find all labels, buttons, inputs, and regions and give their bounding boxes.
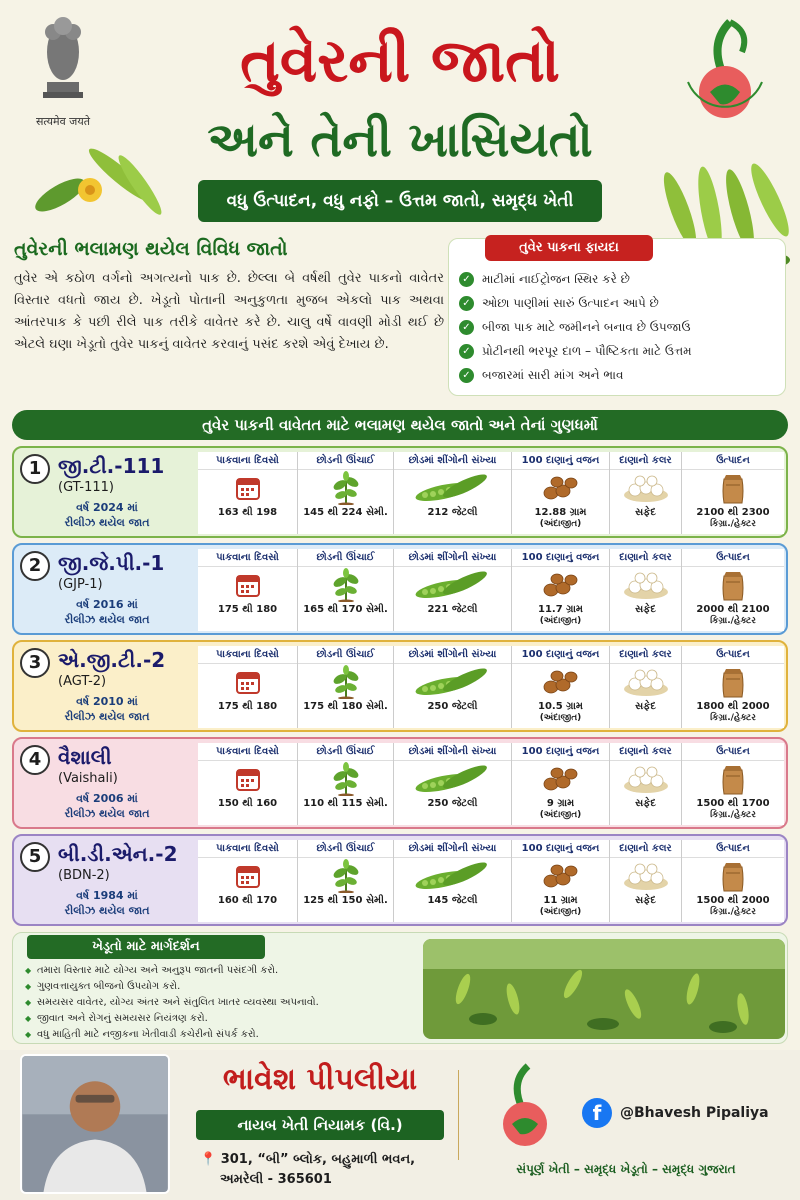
attr-yield — [682, 549, 784, 631]
benefit-item — [459, 291, 775, 315]
variety-code: (BDN-2) — [58, 868, 110, 883]
grain-sack-icon — [682, 858, 784, 894]
attr-header: પાકવાના દિવસો — [198, 646, 297, 664]
variety-number: 2 — [20, 551, 50, 581]
attr-header: છોડની ઊંચાઈ — [298, 840, 393, 858]
officer-photo — [20, 1054, 170, 1194]
variety-code: (Vaishali) — [58, 771, 118, 786]
variety-name: જી.ટી.-111 — [58, 454, 165, 478]
attr-header: છોડની ઊંચાઈ — [298, 743, 393, 761]
attr-header: ઉત્પાદન — [682, 452, 784, 470]
variety-row — [12, 446, 788, 538]
guidance-item: ◆ ગુણવત્તાયુક્ત બીજનો ઉપયોગ કરો. — [25, 979, 415, 995]
department-logo-small — [480, 1058, 570, 1178]
release-label: રીલીઝ થયેલ જાત — [64, 710, 150, 723]
release-label: રીલીઝ થયેલ જાત — [64, 516, 150, 529]
attr-header: છોડમાં શીંગોની સંખ્યા — [394, 646, 511, 664]
page-subtitle: અને તેની ખાસિયતો — [207, 112, 593, 168]
attr-weight — [512, 452, 610, 534]
release-label: રીલીઝ થયેલ જાત — [64, 807, 150, 820]
grain-sack-icon — [682, 567, 784, 603]
pods-icon — [394, 664, 511, 700]
variety-number: 4 — [20, 745, 50, 775]
attr-color — [610, 549, 682, 631]
attr-weight — [512, 743, 610, 825]
attr-note: (અંદાજીત) — [539, 519, 582, 529]
variety-name: જી.જે.પી.-1 — [58, 551, 165, 575]
attr-header: ઉત્પાદન — [682, 743, 784, 761]
attr-value: 212 જેટલી — [427, 507, 478, 518]
emblem-motto: सत्यमेव जयते — [35, 115, 90, 128]
attr-header: ઉત્પાદન — [682, 549, 784, 567]
variety-number: 5 — [20, 842, 50, 872]
varieties-section-title: તુવેર પાકની વાવેતત માટે ભલામણ થયેલ જાતો અને તેનાં ગુણધર્મો — [12, 410, 788, 440]
attr-color — [610, 840, 682, 922]
variety-code: (GT-111) — [58, 480, 115, 495]
facebook-icon: f — [582, 1098, 612, 1128]
intro-heading: તુવેરની ભલામણ થયેલ વિવિધ જાતો — [14, 238, 288, 260]
attr-note: (અંદાજીત) — [539, 907, 582, 917]
attr-color — [610, 743, 682, 825]
guidance-item: ◆ વધુ માહિતી માટે નજીકના ખેતીવાડી કચેરીનો સંપર્ક કરો. — [25, 1027, 415, 1043]
seeds-icon — [512, 470, 609, 506]
check-icon: ✓ — [459, 368, 474, 383]
crop-field-photo — [423, 939, 785, 1039]
variety-release — [32, 597, 182, 627]
variety-attributes — [198, 452, 784, 534]
grain-sack-icon — [682, 761, 784, 797]
attr-header: છોડની ઊંચાઈ — [298, 549, 393, 567]
attr-height — [298, 452, 394, 534]
seeds-icon — [512, 567, 609, 603]
attr-value: 163 થી 198 — [217, 507, 278, 518]
benefit-item — [459, 339, 775, 363]
pods-icon — [394, 858, 511, 894]
variety-name-cell — [14, 545, 194, 633]
lion-capital-icon — [33, 12, 93, 112]
variety-name-cell — [14, 739, 194, 827]
plant-icon — [298, 761, 393, 797]
plant-icon — [298, 567, 393, 603]
white-seeds-icon — [610, 470, 681, 506]
tagline-banner: વધુ ઉત્પાદન, વધુ નફો – ઉત્તમ જાતો, સમૃદ્ધ ખેતી — [198, 180, 602, 222]
attr-color — [610, 646, 682, 728]
attr-header: ઉત્પાદન — [682, 840, 784, 858]
attr-header: દાણાનો કલર — [610, 646, 681, 664]
attr-header: પાકવાના દિવસો — [198, 840, 297, 858]
seeds-icon — [512, 858, 609, 894]
attr-value: 221 જેટલી — [427, 604, 478, 615]
attr-header: 100 દાણાનું વજન — [512, 840, 609, 858]
variety-name-cell — [14, 836, 194, 924]
benefits-list — [459, 267, 775, 387]
attr-yield — [682, 646, 784, 728]
attr-height — [298, 840, 394, 922]
guidance-item: ◆ જીવાત અને રોગનું સમયસર નિયંત્રણ કરો. — [25, 1011, 415, 1027]
attr-header: પાકવાના દિવસો — [198, 549, 297, 567]
footer-tagline: સંપૂર્ણ ખેતી – સમૃદ્ધ ખેડૂતો – સમૃદ્ધ ગુજરાત — [516, 1162, 736, 1176]
attr-value: 11 ગ્રામ — [543, 895, 578, 906]
pods-icon — [394, 470, 511, 506]
attr-value: 175 થી 180 સેમી. — [303, 701, 388, 712]
attr-yield — [682, 452, 784, 534]
guidance-item: ◆ તમારા વિસ્તાર માટે યોગ્ય અને અનુરૂપ જાતની પસંદગી કરો. — [25, 963, 415, 979]
variety-release — [32, 500, 182, 530]
attr-value: 2000 થી 2100 — [696, 604, 770, 615]
intro-text: તુવેર એ કઠોળ વર્ગનો અગત્યનો પાક છે. છેલ્લા બે વર્ષથી તુવેર પાકનો વાવેતર વિસ્તાર વધતો જાય છે. ખેડૂતો પોતાની અનુકુળતા મુજબ એકલો પાક અથવા આંતરપાક કે પછી રીલે પાક તરીકે વાવેતર કરે છે. ચાલુ વર્ષે વાવણી મોડી થઈ છે એટલે ઘણા ખેડૂતો તુવેર પાકનું વાવેતર કરવાનું પસંદ કરશે એવું દેખાય છે. — [14, 271, 444, 352]
intro-section — [14, 238, 444, 356]
guidance-section — [12, 932, 788, 1044]
attr-header: પાકવાના દિવસો — [198, 743, 297, 761]
attr-value: 110 થી 115 સેમી. — [303, 798, 388, 809]
header — [0, 0, 800, 240]
attr-header: છોડમાં શીંગોની સંખ્યા — [394, 549, 511, 567]
plant-icon — [298, 470, 393, 506]
attr-value: 10.5 ગ્રામ — [538, 701, 583, 712]
calendar-icon — [198, 761, 297, 797]
location-pin-icon: 📍 — [200, 1152, 217, 1167]
release-year: વર્ષ 2016 માં — [76, 598, 138, 611]
attr-pods — [394, 743, 512, 825]
department-logo — [670, 12, 780, 172]
plant-icon — [298, 664, 393, 700]
attr-header: છોડમાં શીંગોની સંખ્યા — [394, 452, 511, 470]
attr-value: 250 જેટલી — [427, 701, 478, 712]
plant-icon — [298, 858, 393, 894]
check-icon: ✓ — [459, 296, 474, 311]
guidance-list — [25, 963, 415, 1043]
guidance-title: ખેડૂતો માટે માર્ગદર્શન — [27, 935, 265, 959]
calendar-icon — [198, 858, 297, 894]
attr-value: 145 જેટલી — [427, 895, 478, 906]
variety-row — [12, 543, 788, 635]
benefit-text: ઓછા પાણીમાં સારું ઉત્પાદન આપે છે — [482, 295, 659, 310]
attr-unit: કિગ્રા./હેક્ટર — [710, 713, 756, 723]
attr-value: 175 થી 180 — [217, 701, 278, 712]
attr-height — [298, 646, 394, 728]
attr-header: 100 દાણાનું વજન — [512, 743, 609, 761]
attr-pods — [394, 452, 512, 534]
attr-value: 11.7 ગ્રામ — [538, 604, 583, 615]
attr-pods — [394, 840, 512, 922]
seeds-icon — [512, 664, 609, 700]
benefits-box — [448, 238, 786, 396]
variety-code: (AGT-2) — [58, 674, 107, 689]
attr-value: 1500 થી 1700 — [696, 798, 770, 809]
attr-header: છોડની ઊંચાઈ — [298, 646, 393, 664]
attr-weight — [512, 549, 610, 631]
release-year: વર્ષ 2006 માં — [76, 792, 138, 805]
white-seeds-icon — [610, 761, 681, 797]
variety-attributes — [198, 840, 784, 922]
attr-yield — [682, 840, 784, 922]
attr-value: સફેદ — [635, 604, 656, 615]
attr-header: ઉત્પાદન — [682, 646, 784, 664]
check-icon: ✓ — [459, 344, 474, 359]
pods-icon — [394, 567, 511, 603]
benefit-item — [459, 315, 775, 339]
benefit-item — [459, 267, 775, 291]
attr-header: દાણાનો કલર — [610, 452, 681, 470]
attr-value: 9 ગ્રામ — [546, 798, 575, 809]
officer-designation: નાયબ ખેતી નિયામક (વિ.) — [196, 1110, 444, 1140]
attr-header: 100 દાણાનું વજન — [512, 452, 609, 470]
pigeon-pea-flower-illustration — [30, 135, 180, 235]
attr-value: 150 થી 160 — [217, 798, 278, 809]
variety-name: એ.જી.ટી.-2 — [58, 648, 166, 672]
attr-header: 100 દાણાનું વજન — [512, 646, 609, 664]
attr-value: 250 જેટલી — [427, 798, 478, 809]
variety-name-cell — [14, 642, 194, 730]
attr-value: સફેદ — [635, 507, 656, 518]
seeds-icon — [512, 761, 609, 797]
attr-value: 160 થી 170 — [217, 895, 278, 906]
grain-sack-icon — [682, 664, 784, 700]
release-label: રીલીઝ થયેલ જાત — [64, 904, 150, 917]
check-icon: ✓ — [459, 272, 474, 287]
attr-header: છોડમાં શીંગોની સંખ્યા — [394, 840, 511, 858]
attr-yield — [682, 743, 784, 825]
footer — [0, 1050, 800, 1200]
benefit-item — [459, 363, 775, 387]
benefits-title: તુવેર પાકના ફાયદા — [485, 235, 653, 261]
officer-name: ભાવેશ પીપલીયા — [222, 1062, 418, 1097]
benefit-text: બીજા પાક માટે જમીનને બનાવ છે ઉપજાઉ — [482, 319, 691, 334]
attr-header: 100 દાણાનું વજન — [512, 549, 609, 567]
white-seeds-icon — [610, 664, 681, 700]
attr-value: 175 થી 180 — [217, 604, 278, 615]
attr-header: પાકવાના દિવસો — [198, 452, 297, 470]
attr-value: 1800 થી 2000 — [696, 701, 770, 712]
attr-header: દાણાનો કલર — [610, 549, 681, 567]
benefit-text: બજારમાં સારી માંગ અને ભાવ — [482, 367, 624, 382]
benefit-text: માટીમાં નાઈટ્રોજન સ્થિર કરે છે — [482, 271, 630, 286]
attr-pods — [394, 549, 512, 631]
calendar-icon — [198, 567, 297, 603]
attr-unit: કિગ્રા./હેક્ટર — [710, 519, 756, 529]
variety-name: બી.ડી.એન.-2 — [58, 842, 178, 866]
attr-value: 12.88 ગ્રામ — [534, 507, 587, 518]
attr-value: સફેદ — [635, 895, 656, 906]
variety-number: 1 — [20, 454, 50, 484]
attr-note: (અંદાજીત) — [539, 713, 582, 723]
attr-unit: કિગ્રા./હેક્ટર — [710, 616, 756, 626]
attr-weight — [512, 646, 610, 728]
white-seeds-icon — [610, 858, 681, 894]
attr-header: દાણાનો કલર — [610, 743, 681, 761]
release-label: રીલીઝ થયેલ જાત — [64, 613, 150, 626]
attr-value: 125 થી 150 સેમી. — [303, 895, 388, 906]
attr-header: છોડની ઊંચાઈ — [298, 452, 393, 470]
attr-header: દાણાનો કલર — [610, 840, 681, 858]
pods-icon — [394, 761, 511, 797]
footer-divider — [458, 1070, 459, 1160]
attr-value: 145 થી 224 સેમી. — [303, 507, 388, 518]
variety-number: 3 — [20, 648, 50, 678]
variety-release — [32, 694, 182, 724]
attr-note: (અંદાજીત) — [539, 616, 582, 626]
attr-unit: કિગ્રા./હેક્ટર — [710, 810, 756, 820]
variety-attributes — [198, 549, 784, 631]
variety-name: વૈશાલી — [58, 745, 112, 769]
national-emblem — [18, 12, 108, 129]
variety-row — [12, 640, 788, 732]
page-title: તુવેરની જાતો — [240, 26, 560, 96]
attr-pods — [394, 646, 512, 728]
attr-height — [298, 743, 394, 825]
attr-color — [610, 452, 682, 534]
attr-note: (અંદાજીત) — [539, 810, 582, 820]
release-year: વર્ષ 2010 માં — [76, 695, 138, 708]
variety-row — [12, 737, 788, 829]
attr-value: સફેદ — [635, 798, 656, 809]
grain-sack-icon — [682, 470, 784, 506]
attr-days — [198, 452, 298, 534]
attr-weight — [512, 840, 610, 922]
attr-days — [198, 549, 298, 631]
facebook-handle: @Bhavesh Pipaliya — [620, 1105, 769, 1121]
address-line-2: અમરેલી - 365601 — [220, 1172, 332, 1187]
attr-days — [198, 646, 298, 728]
office-address — [200, 1150, 460, 1190]
guidance-item: ◆ સમયસર વાવેતર, યોગ્ય અંતર અને સંતુલિત ખાતર વ્યવસ્થા અપનાવો. — [25, 995, 415, 1011]
variety-row — [12, 834, 788, 926]
attr-height — [298, 549, 394, 631]
variety-name-cell — [14, 448, 194, 536]
address-line-1: 301, “બી” બ્લોક, બહુમાળી ભવન, — [220, 1152, 416, 1167]
attr-days — [198, 840, 298, 922]
variety-code: (GJP-1) — [58, 577, 103, 592]
attr-header: છોડમાં શીંગોની સંખ્યા — [394, 743, 511, 761]
calendar-icon — [198, 470, 297, 506]
attr-value: 165 થી 170 સેમી. — [303, 604, 388, 615]
attr-unit: કિગ્રા./હેક્ટર — [710, 907, 756, 917]
release-year: વર્ષ 1984 માં — [76, 889, 138, 902]
facebook-link[interactable] — [582, 1098, 769, 1128]
benefit-text: પ્રોટીનથી ભરપૂર દાળ – પૌષ્ટિકતા માટે ઉત્તમ — [482, 343, 692, 358]
calendar-icon — [198, 664, 297, 700]
release-year: વર્ષ 2024 માં — [76, 501, 138, 514]
variety-release — [32, 888, 182, 918]
variety-release — [32, 791, 182, 821]
attr-value: 1500 થી 2000 — [696, 895, 770, 906]
variety-attributes — [198, 743, 784, 825]
white-seeds-icon — [610, 567, 681, 603]
check-icon: ✓ — [459, 320, 474, 335]
attr-value: સફેદ — [635, 701, 656, 712]
attr-value: 2100 થી 2300 — [696, 507, 770, 518]
attr-days — [198, 743, 298, 825]
variety-attributes — [198, 646, 784, 728]
